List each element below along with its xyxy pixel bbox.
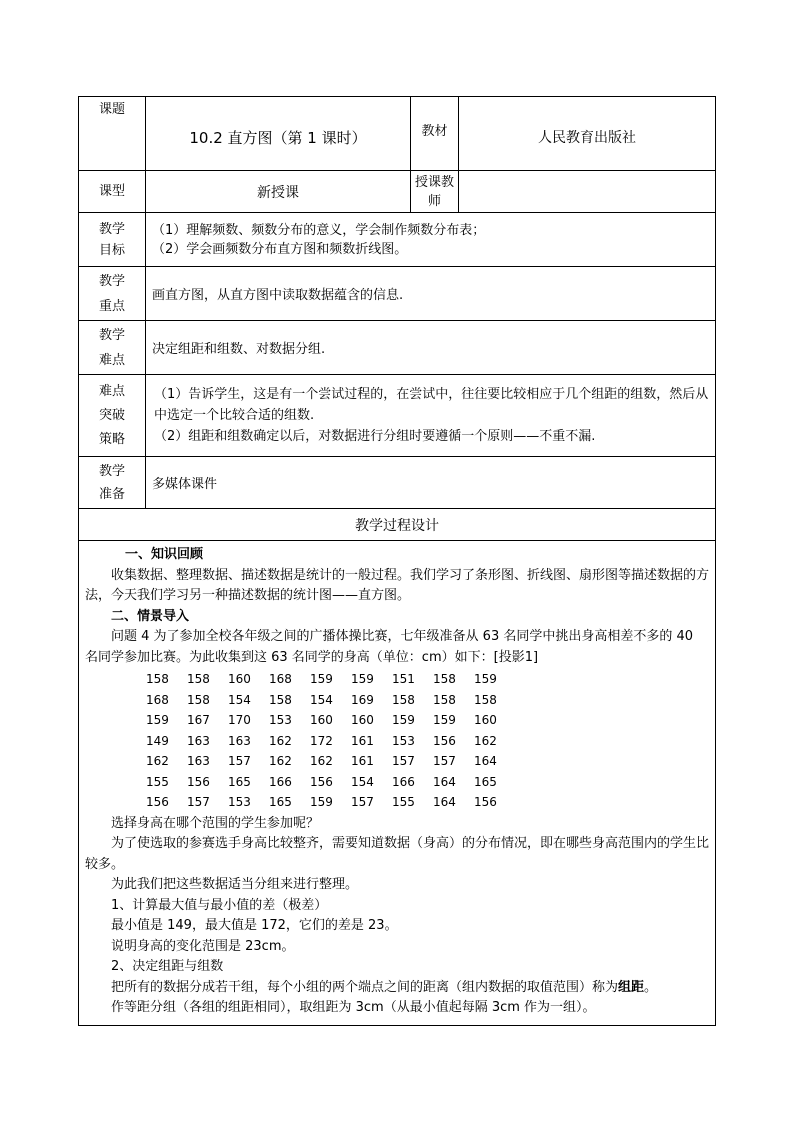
- height-value: 163: [187, 733, 210, 748]
- height-value: 153: [228, 795, 251, 809]
- height-value: 157: [187, 795, 210, 809]
- process-title: 教学过程设计: [79, 509, 716, 541]
- height-value: 157: [228, 754, 251, 768]
- height-value: 164: [433, 795, 456, 809]
- teacher-value: [459, 171, 716, 213]
- type-value: 新授课: [146, 171, 411, 213]
- height-value: 170: [228, 713, 251, 727]
- height-value: 163: [228, 733, 251, 748]
- height-value: 163: [187, 754, 210, 768]
- key-points-label: [79, 267, 146, 321]
- step1-detail: 最小值是 149，最大值是 172，它们的差是 23。: [111, 918, 398, 933]
- process-row: [79, 541, 716, 1026]
- goal-item: （2）学会画频数分布直方图和频数折线图。: [152, 241, 408, 257]
- height-value: 154: [310, 692, 333, 707]
- height-value: 154: [228, 692, 251, 707]
- difficulties-label: [79, 321, 146, 375]
- preparation-label: [79, 457, 146, 509]
- strategy-row: [79, 375, 716, 457]
- key-points-label-text: 教学重点: [98, 273, 125, 314]
- topic-label: 课题: [79, 97, 146, 171]
- height-value: 156: [187, 774, 210, 789]
- height-value: 168: [269, 672, 292, 686]
- height-row: [146, 669, 515, 690]
- height-value: 160: [228, 672, 251, 686]
- height-value: 151: [392, 672, 415, 686]
- height-value: 159: [146, 713, 169, 727]
- strategy-line: （1）告诉学生，这是有一个尝试过程的，在尝试中，往往要比较相应于几个组距的组数，然后从中选定一个比较合适的组数.: [154, 387, 709, 423]
- height-value: 158: [269, 692, 292, 707]
- height-value: 160: [310, 713, 333, 727]
- height-row: [146, 690, 515, 711]
- height-value: 156: [310, 774, 333, 789]
- height-value: 159: [310, 672, 333, 686]
- problem-text: 问题 4 为了参加全校各年级之间的广播体操比赛，七年级准备从 63 名同学中挑出身高相差不多的 40 名同学参加比赛。为此收集到这 63 名同学的身高（单位：cm）如下：[投影1]: [85, 629, 694, 665]
- difficulties-label-text: 教学难点: [98, 327, 125, 368]
- height-value: 158: [433, 672, 456, 686]
- height-value: 167: [187, 713, 210, 727]
- height-value: 158: [146, 672, 169, 686]
- section-intro-title: 二、情景导入: [111, 608, 190, 624]
- section-review-text: 收集数据、整理数据、描述数据是统计的一般过程。我们学习了条形图、折线图、扇形图等描述数据的方法，今天我们学习另一种描述数据的统计图——直方图。: [85, 567, 710, 603]
- height-value: 165: [269, 795, 292, 809]
- type-label: 课型: [79, 171, 146, 213]
- height-value: 159: [392, 713, 415, 727]
- grouping-text: 为此我们把这些数据适当分组来进行整理。: [111, 877, 359, 892]
- topic-value: 10.2 直方图（第 1 课时）: [146, 97, 411, 171]
- goals-content: [146, 213, 716, 267]
- strategy-content: [146, 375, 716, 457]
- height-value: 157: [433, 754, 456, 768]
- textbook-label: 教材: [411, 97, 459, 171]
- goal-item: （1）理解频数、频数分布的意义，学会制作频数分布表；: [152, 222, 486, 238]
- type-row: [79, 171, 716, 213]
- textbook-value: 人民教育出版社: [459, 97, 716, 171]
- height-value: 162: [474, 733, 497, 748]
- height-row: [146, 751, 515, 772]
- height-value: 162: [269, 733, 292, 748]
- step2-detail-text: 把所有的数据分成若干组，每个小组的两个端点之间的距离（组内数据的取值范围）称为: [111, 979, 619, 995]
- height-row: [146, 792, 515, 813]
- preparation-value: 多媒体课件: [146, 457, 716, 509]
- height-value: 157: [392, 754, 415, 768]
- height-value: 160: [351, 713, 374, 727]
- preparation-label-text: 教学准备: [98, 463, 125, 502]
- height-data-table: [146, 669, 515, 813]
- height-value: 161: [351, 754, 374, 768]
- section-review-title: 一、知识回顾: [125, 547, 204, 562]
- explanation-text: 为了使选取的参赛选手身高比较整齐，需要知道数据（身高）的分布情况，即在哪些身高范围内的学生比较多。: [85, 836, 710, 872]
- height-value: 158: [187, 692, 210, 707]
- height-value: 158: [433, 692, 456, 707]
- height-value: 162: [269, 754, 292, 768]
- height-value: 168: [146, 692, 169, 707]
- height-value: 165: [228, 774, 251, 789]
- strategy-label-text: 难点突破策略: [98, 383, 125, 447]
- height-value: 166: [269, 774, 292, 789]
- preparation-row: [79, 457, 716, 509]
- step2-title: 2、决定组距与组数: [111, 959, 224, 974]
- height-value: 155: [392, 795, 415, 809]
- height-value: 158: [474, 692, 497, 707]
- lesson-plan-table: [78, 96, 716, 1026]
- height-value: 154: [351, 774, 374, 789]
- difficulties-value: 决定组距和组数、对数据分组.: [146, 321, 716, 375]
- height-value: 161: [351, 733, 374, 748]
- height-value: 158: [392, 692, 415, 707]
- step2-detail: [85, 978, 709, 999]
- height-value: 153: [269, 713, 292, 727]
- height-value: 159: [310, 795, 333, 809]
- teacher-label: 授课教师: [411, 171, 459, 213]
- height-value: 153: [392, 733, 415, 748]
- height-row: [146, 772, 515, 793]
- key-points-row: [79, 267, 716, 321]
- group-distance-term: 组距: [618, 979, 645, 995]
- process-title-row: [79, 509, 716, 541]
- step1-note: 说明身高的变化范围是 23cm。: [111, 938, 295, 954]
- height-value: 166: [392, 774, 415, 789]
- difficulties-row: [79, 321, 716, 375]
- height-value: 158: [187, 672, 210, 686]
- height-value: 159: [474, 672, 497, 686]
- height-value: 157: [351, 795, 374, 809]
- height-value: 159: [351, 672, 374, 686]
- height-value: 159: [433, 713, 456, 727]
- height-value: 164: [474, 754, 497, 768]
- height-value: 160: [474, 713, 497, 727]
- step2-detail-end: 。: [644, 979, 658, 995]
- height-value: 164: [433, 774, 456, 789]
- goals-label: [79, 213, 146, 267]
- height-value: 172: [310, 733, 333, 748]
- strategy-line: （2）组距和组数确定以后，对数据进行分组时要遵循一个原则——不重不漏.: [154, 429, 596, 444]
- question-text: 选择身高在哪个范围的学生参加呢？: [111, 815, 320, 831]
- height-value: 156: [433, 733, 456, 748]
- height-row: [146, 731, 515, 752]
- height-value: 162: [310, 754, 333, 768]
- height-value: 156: [146, 795, 169, 809]
- height-value: 149: [146, 733, 169, 748]
- height-value: 169: [351, 692, 374, 707]
- goals-row: [79, 213, 716, 267]
- height-row: [146, 710, 515, 731]
- goals-label-text: 教学目标: [98, 221, 125, 258]
- topic-row: [79, 97, 716, 171]
- strategy-label: [79, 375, 146, 457]
- key-points-value: 画直方图，从直方图中读取数据蕴含的信息.: [146, 267, 716, 321]
- height-value: 155: [146, 774, 169, 789]
- height-value: 162: [146, 754, 169, 768]
- height-value: 165: [474, 774, 497, 789]
- height-value: 156: [474, 795, 497, 809]
- process-content: [79, 541, 716, 1026]
- step1-title: 1、计算最大值与最小值的差（极差）: [111, 897, 328, 913]
- step2-note: 作等距分组（各组的组距相同），取组距为 3cm（从最小值起每隔 3cm 作为一组）。: [111, 1000, 596, 1015]
